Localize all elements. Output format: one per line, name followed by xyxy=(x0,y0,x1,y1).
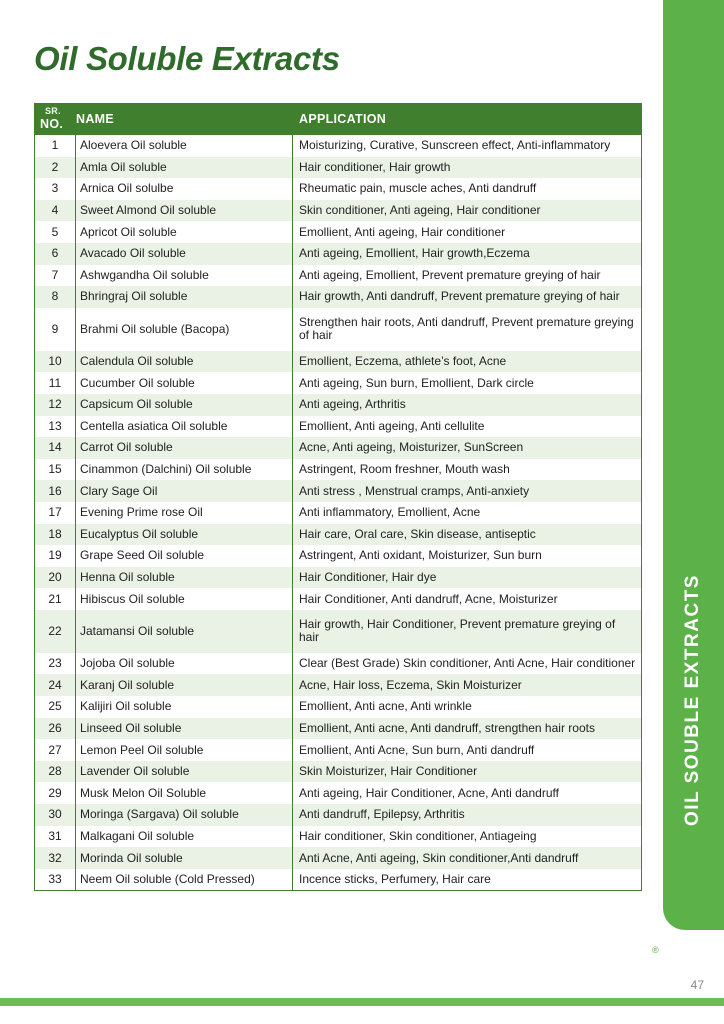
row-number: 10 xyxy=(35,351,76,373)
table-row xyxy=(35,178,642,200)
row-number: 12 xyxy=(35,394,76,416)
row-name: Centella asiatica Oil soluble xyxy=(76,416,293,438)
table-row xyxy=(35,567,642,589)
row-application: Hair growth, Hair Conditioner, Prevent premature greying of hair xyxy=(293,610,642,653)
row-number: 4 xyxy=(35,200,76,222)
row-name: Lemon Peel Oil soluble xyxy=(76,739,293,761)
row-number: 5 xyxy=(35,221,76,243)
table-row xyxy=(35,804,642,826)
row-number: 18 xyxy=(35,524,76,546)
row-number: 14 xyxy=(35,437,76,459)
row-application: Emollient, Anti acne, Anti dandruff, strengthen hair roots xyxy=(293,718,642,740)
row-name: Bhringraj Oil soluble xyxy=(76,286,293,308)
registered-mark: ® xyxy=(652,945,659,955)
row-name: Amla Oil soluble xyxy=(76,157,293,179)
row-application: Emollient, Anti ageing, Anti cellulite xyxy=(293,416,642,438)
row-application: Hair conditioner, Hair growth xyxy=(293,157,642,179)
row-name: Carrot Oil soluble xyxy=(76,437,293,459)
header-no-label: NO. xyxy=(40,117,64,131)
row-number: 11 xyxy=(35,372,76,394)
row-name: Jojoba Oil soluble xyxy=(76,653,293,675)
row-number: 17 xyxy=(35,502,76,524)
row-number: 20 xyxy=(35,567,76,589)
row-application: Hair Conditioner, Anti dandruff, Acne, Moisturizer xyxy=(293,588,642,610)
table-row xyxy=(35,351,642,373)
table-row xyxy=(35,782,642,804)
row-name: Cinammon (Dalchini) Oil soluble xyxy=(76,459,293,481)
section-side-label: OIL SOUBLE EXTRACTS xyxy=(682,574,703,826)
row-application: Emollient, Anti Acne, Sun burn, Anti dandruff xyxy=(293,739,642,761)
row-name: Ashwgandha Oil soluble xyxy=(76,265,293,287)
table-row xyxy=(35,826,642,848)
row-name: Henna Oil soluble xyxy=(76,567,293,589)
table-row xyxy=(35,610,642,653)
row-application: Skin conditioner, Anti ageing, Hair conditioner xyxy=(293,200,642,222)
table-row xyxy=(35,524,642,546)
table-row xyxy=(35,588,642,610)
row-application: Acne, Hair loss, Eczema, Skin Moisturizer xyxy=(293,674,642,696)
row-number: 28 xyxy=(35,761,76,783)
table-body xyxy=(35,135,642,891)
row-number: 23 xyxy=(35,653,76,675)
table-row xyxy=(35,761,642,783)
extracts-table xyxy=(34,103,642,891)
row-name: Hibiscus Oil soluble xyxy=(76,588,293,610)
row-number: 7 xyxy=(35,265,76,287)
row-application: Emollient, Anti ageing, Hair conditioner xyxy=(293,221,642,243)
row-name: Apricot Oil soluble xyxy=(76,221,293,243)
row-application: Anti ageing, Emollient, Hair growth,Eczema xyxy=(293,243,642,265)
table-row xyxy=(35,394,642,416)
table-row xyxy=(35,157,642,179)
row-application: Acne, Anti ageing, Moisturizer, SunScreen xyxy=(293,437,642,459)
table-row xyxy=(35,545,642,567)
row-application: Clear (Best Grade) Skin conditioner, Anti Acne, Hair conditioner xyxy=(293,653,642,675)
row-number: 32 xyxy=(35,847,76,869)
row-application: Moisturizing, Curative, Sunscreen effect, Anti-inflammatory xyxy=(293,135,642,157)
row-application: Anti stress , Menstrual cramps, Anti-anxiety xyxy=(293,480,642,502)
row-number: 6 xyxy=(35,243,76,265)
row-number: 29 xyxy=(35,782,76,804)
row-name: Aloevera Oil soluble xyxy=(76,135,293,157)
table-row xyxy=(35,372,642,394)
table-row xyxy=(35,696,642,718)
table-row xyxy=(35,653,642,675)
table-row xyxy=(35,416,642,438)
row-application: Hair Conditioner, Hair dye xyxy=(293,567,642,589)
row-number: 31 xyxy=(35,826,76,848)
row-application: Anti ageing, Hair Conditioner, Acne, Anti dandruff xyxy=(293,782,642,804)
row-name: Avacado Oil soluble xyxy=(76,243,293,265)
row-number: 2 xyxy=(35,157,76,179)
row-number: 26 xyxy=(35,718,76,740)
row-name: Linseed Oil soluble xyxy=(76,718,293,740)
row-number: 3 xyxy=(35,178,76,200)
table-row xyxy=(35,221,642,243)
row-name: Grape Seed Oil soluble xyxy=(76,545,293,567)
row-name: Malkagani Oil soluble xyxy=(76,826,293,848)
row-application: Anti inflammatory, Emollient, Acne xyxy=(293,502,642,524)
row-application: Strengthen hair roots, Anti dandruff, Prevent premature greying of hair xyxy=(293,308,642,351)
row-name: Arnica Oil solulbe xyxy=(76,178,293,200)
row-number: 24 xyxy=(35,674,76,696)
table-row xyxy=(35,718,642,740)
row-application: Astringent, Anti oxidant, Moisturizer, Sun burn xyxy=(293,545,642,567)
table-row xyxy=(35,286,642,308)
row-application: Hair growth, Anti dandruff, Prevent premature greying of hair xyxy=(293,286,642,308)
table-row xyxy=(35,869,642,891)
row-application: Emollient, Eczema, athlete’s foot, Acne xyxy=(293,351,642,373)
row-name: Calendula Oil soluble xyxy=(76,351,293,373)
row-application: Anti ageing, Sun burn, Emollient, Dark circle xyxy=(293,372,642,394)
table-header-row xyxy=(35,104,642,135)
table-row xyxy=(35,437,642,459)
table-row xyxy=(35,847,642,869)
header-sr-no xyxy=(35,104,76,135)
row-name: Morinda Oil soluble xyxy=(76,847,293,869)
row-number: 9 xyxy=(35,308,76,351)
row-application: Anti ageing, Arthritis xyxy=(293,394,642,416)
row-name: Eucalyptus Oil soluble xyxy=(76,524,293,546)
row-name: Cucumber Oil soluble xyxy=(76,372,293,394)
row-application: Skin Moisturizer, Hair Conditioner xyxy=(293,761,642,783)
row-application: Rheumatic pain, muscle aches, Anti dandruff xyxy=(293,178,642,200)
page-number: 47 xyxy=(690,978,704,992)
table-row xyxy=(35,480,642,502)
table-row xyxy=(35,135,642,157)
row-name: Karanj Oil soluble xyxy=(76,674,293,696)
bottom-accent-bar xyxy=(0,998,724,1006)
row-name: Lavender Oil soluble xyxy=(76,761,293,783)
row-name: Kalijiri Oil soluble xyxy=(76,696,293,718)
row-application: Anti dandruff, Epilepsy, Arthritis xyxy=(293,804,642,826)
row-name: Neem Oil soluble (Cold Pressed) xyxy=(76,869,293,891)
row-application: Emollient, Anti acne, Anti wrinkle xyxy=(293,696,642,718)
header-application: APPLICATION xyxy=(293,104,642,135)
row-name: Sweet Almond Oil soluble xyxy=(76,200,293,222)
row-name: Musk Melon Oil Soluble xyxy=(76,782,293,804)
table-row xyxy=(35,243,642,265)
table-row xyxy=(35,308,642,351)
row-number: 25 xyxy=(35,696,76,718)
row-number: 27 xyxy=(35,739,76,761)
table-row xyxy=(35,502,642,524)
table-row xyxy=(35,674,642,696)
row-name: Brahmi Oil soluble (Bacopa) xyxy=(76,308,293,351)
row-name: Capsicum Oil soluble xyxy=(76,394,293,416)
header-sr-label: SR. xyxy=(45,106,61,116)
row-application: Anti ageing, Emollient, Prevent premature greying of hair xyxy=(293,265,642,287)
row-number: 8 xyxy=(35,286,76,308)
row-number: 13 xyxy=(35,416,76,438)
row-application: Hair care, Oral care, Skin disease, antiseptic xyxy=(293,524,642,546)
row-number: 1 xyxy=(35,135,76,157)
row-number: 19 xyxy=(35,545,76,567)
row-application: Anti Acne, Anti ageing, Skin conditioner,Anti dandruff xyxy=(293,847,642,869)
table-row xyxy=(35,265,642,287)
table-row xyxy=(35,200,642,222)
row-number: 16 xyxy=(35,480,76,502)
row-number: 22 xyxy=(35,610,76,653)
table-row xyxy=(35,459,642,481)
row-number: 15 xyxy=(35,459,76,481)
row-name: Evening Prime rose Oil xyxy=(76,502,293,524)
header-name: NAME xyxy=(76,104,293,135)
row-application: Astringent, Room freshner, Mouth wash xyxy=(293,459,642,481)
row-number: 21 xyxy=(35,588,76,610)
row-name: Moringa (Sargava) Oil soluble xyxy=(76,804,293,826)
row-application: Incence sticks, Perfumery, Hair care xyxy=(293,869,642,891)
row-name: Clary Sage Oil xyxy=(76,480,293,502)
row-number: 30 xyxy=(35,804,76,826)
page-title: Oil Soluble Extracts xyxy=(34,40,340,77)
table-row xyxy=(35,739,642,761)
row-application: Hair conditioner, Skin conditioner, Antiageing xyxy=(293,826,642,848)
row-number: 33 xyxy=(35,869,76,891)
row-name: Jatamansi Oil soluble xyxy=(76,610,293,653)
